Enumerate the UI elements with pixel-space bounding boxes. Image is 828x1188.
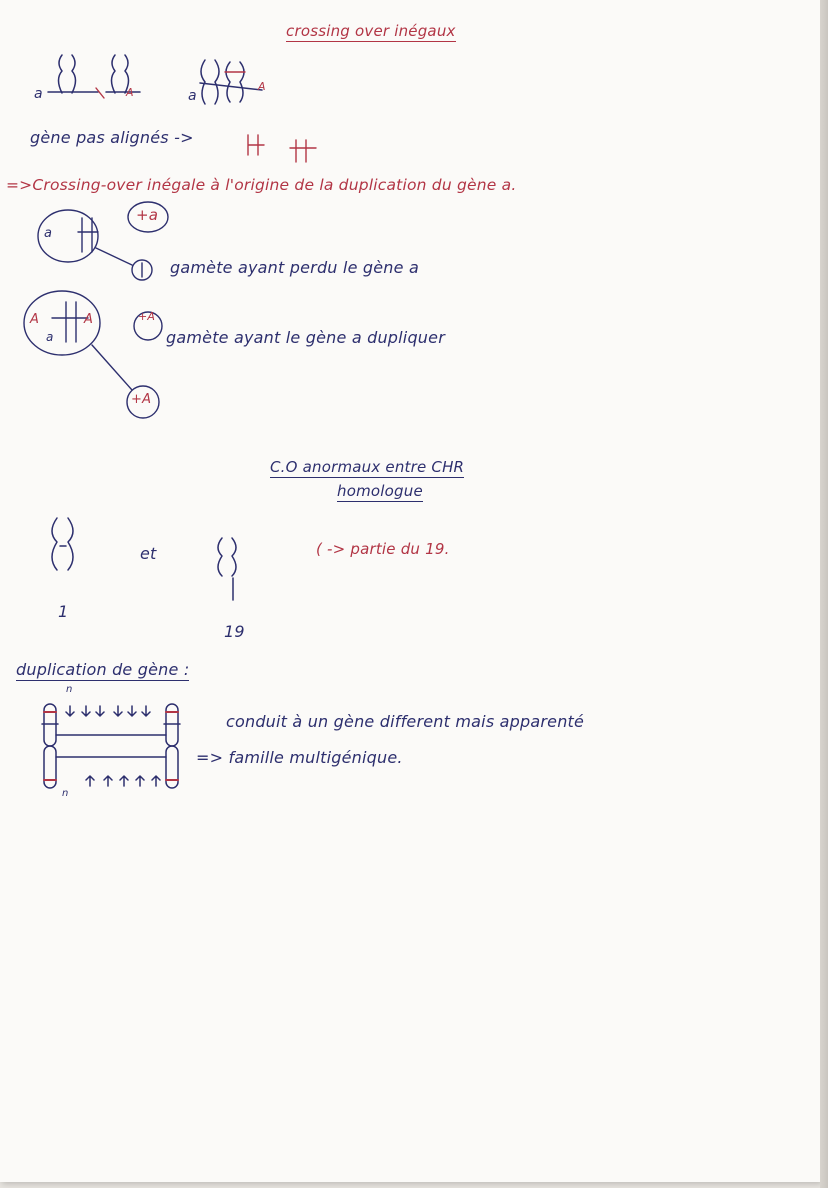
- circle-label-ta: +a: [136, 206, 159, 224]
- duplication-heading: duplication de gène :: [16, 660, 190, 679]
- crossing-conclusion-text: =>Crossing-over inégale à l'origine de la duplication du gène a.: [6, 176, 517, 194]
- circle-label-tA: +A: [131, 392, 152, 407]
- allele-label-A: A: [258, 80, 266, 93]
- co-heading-line1: C.O anormaux entre CHR: [270, 458, 465, 476]
- allele-label-a: a: [188, 88, 197, 104]
- circle-label-a: a: [46, 330, 54, 344]
- gene-duplication-diagram: [42, 704, 180, 788]
- chromosome-label-19: 19: [224, 622, 245, 641]
- multigene-family-text: => famille multigénique.: [196, 748, 403, 767]
- allele-label-A: A: [126, 86, 134, 99]
- chromosome-pair-sketch: [48, 55, 262, 104]
- partie-du-19-text: ( -> partie du 19.: [316, 540, 450, 558]
- genes-not-aligned-text: gène pas alignés ->: [30, 128, 194, 147]
- et-word: et: [140, 544, 157, 563]
- duplication-result-text: conduit à un gène different mais apparenté: [226, 712, 585, 731]
- circle-label-A: A: [84, 312, 94, 327]
- circle-label-a: a: [44, 226, 53, 241]
- gamete-lost-gene-text: gamète ayant perdu le gène a: [170, 258, 419, 277]
- gamete-duplicated-gene-text: gamète ayant le gène a dupliquer: [166, 328, 445, 347]
- circle-label-tA: +A: [138, 310, 156, 323]
- page-title: crossing over inégaux: [286, 22, 456, 40]
- misaligned-genes-sketch: [248, 135, 316, 162]
- chromosome-label-1: 1: [58, 602, 69, 621]
- gene-duplication-marks: [44, 712, 178, 780]
- circle-label-A: A: [30, 312, 40, 327]
- label-n-bottom: n: [62, 788, 69, 799]
- co-heading-line2: homologue: [337, 482, 423, 500]
- allele-label-a: a: [34, 86, 43, 102]
- label-n-top: n: [66, 684, 73, 695]
